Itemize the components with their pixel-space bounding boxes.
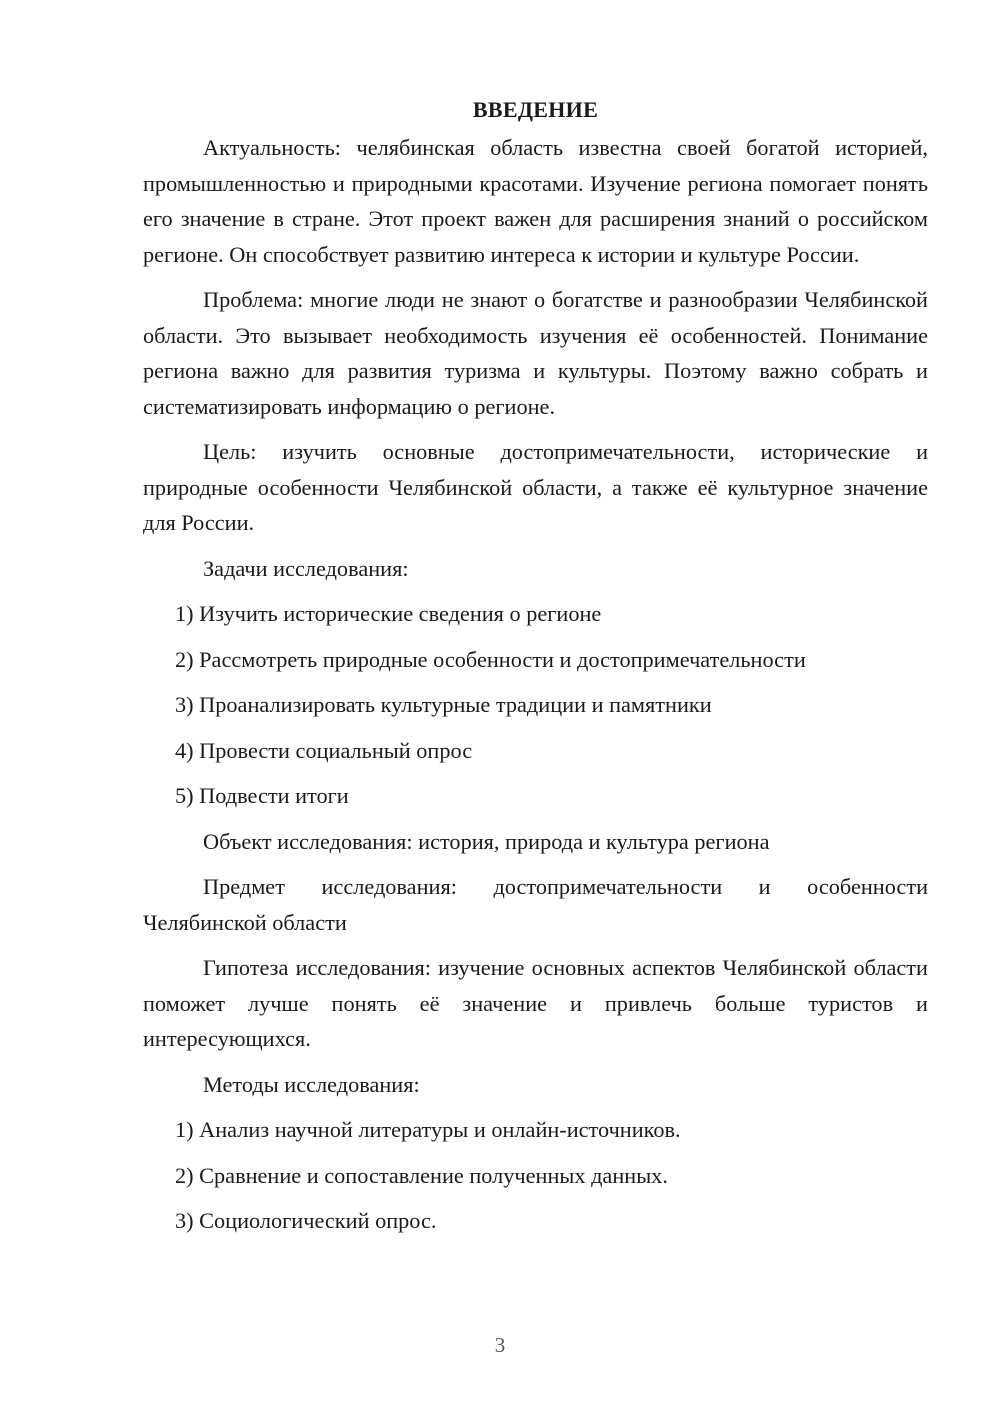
tasks-heading: Задачи исследования: (203, 555, 409, 581)
paragraph-problem: Проблема: многие люди не знают о богатстве и разнообразии Челябинской области. Это вызывает необходимость изучения её особенностей. Понимание региона важно для развития туризма и культуры. Поэтому важно собрать и систематизировать информацию о регионе. (143, 287, 928, 419)
methods-heading: Методы исследования: (203, 1071, 420, 1097)
tasks-list (143, 596, 928, 814)
list-item: 4) Провести социальный опрос (175, 737, 473, 763)
paragraph-subject: Предмет исследования: достопримечательности и особенности Челябинской области (143, 874, 928, 935)
paragraph-goal: Цель: изучить основные достопримечательности, исторические и природные особенности Челябинской области, а также её культурное значение для России. (143, 439, 928, 535)
page-number: 3 (494, 1333, 506, 1357)
list-item: 3) Проанализировать культурные традиции и памятники (175, 692, 712, 717)
paragraph-relevance: Актуальность: челябинская область известна своей богатой историей, промышленностью и природными красотами. Изучение региона помогает понять его значение в стране. Этот проект важен для расширения знаний о российском регионе. Он способствует развитию интереса к истории и культуре России. (143, 135, 928, 267)
paragraph-object: Объект исследования: история, природа и культура региона (203, 828, 770, 854)
methods-list (143, 1112, 928, 1239)
paragraph-hypothesis: Гипотеза исследования: изучение основных аспектов Челябинской области поможет лучше понять её значение и привлечь больше туристов и интересующихся. (143, 955, 928, 1051)
list-item: 1) Изучить исторические сведения о регионе (175, 601, 602, 626)
document-page (143, 92, 928, 1249)
list-item: 2) Рассмотреть природные особенности и достопримечательности (175, 646, 806, 672)
list-item: 3) Социологический опрос. (175, 1208, 437, 1233)
section-title: ВВЕДЕНИЕ (472, 97, 599, 122)
list-item: 1) Анализ научной литературы и онлайн-источников. (175, 1117, 681, 1142)
list-item: 2) Сравнение и сопоставление полученных данных. (175, 1162, 668, 1188)
list-item: 5) Подвести итоги (175, 783, 349, 808)
